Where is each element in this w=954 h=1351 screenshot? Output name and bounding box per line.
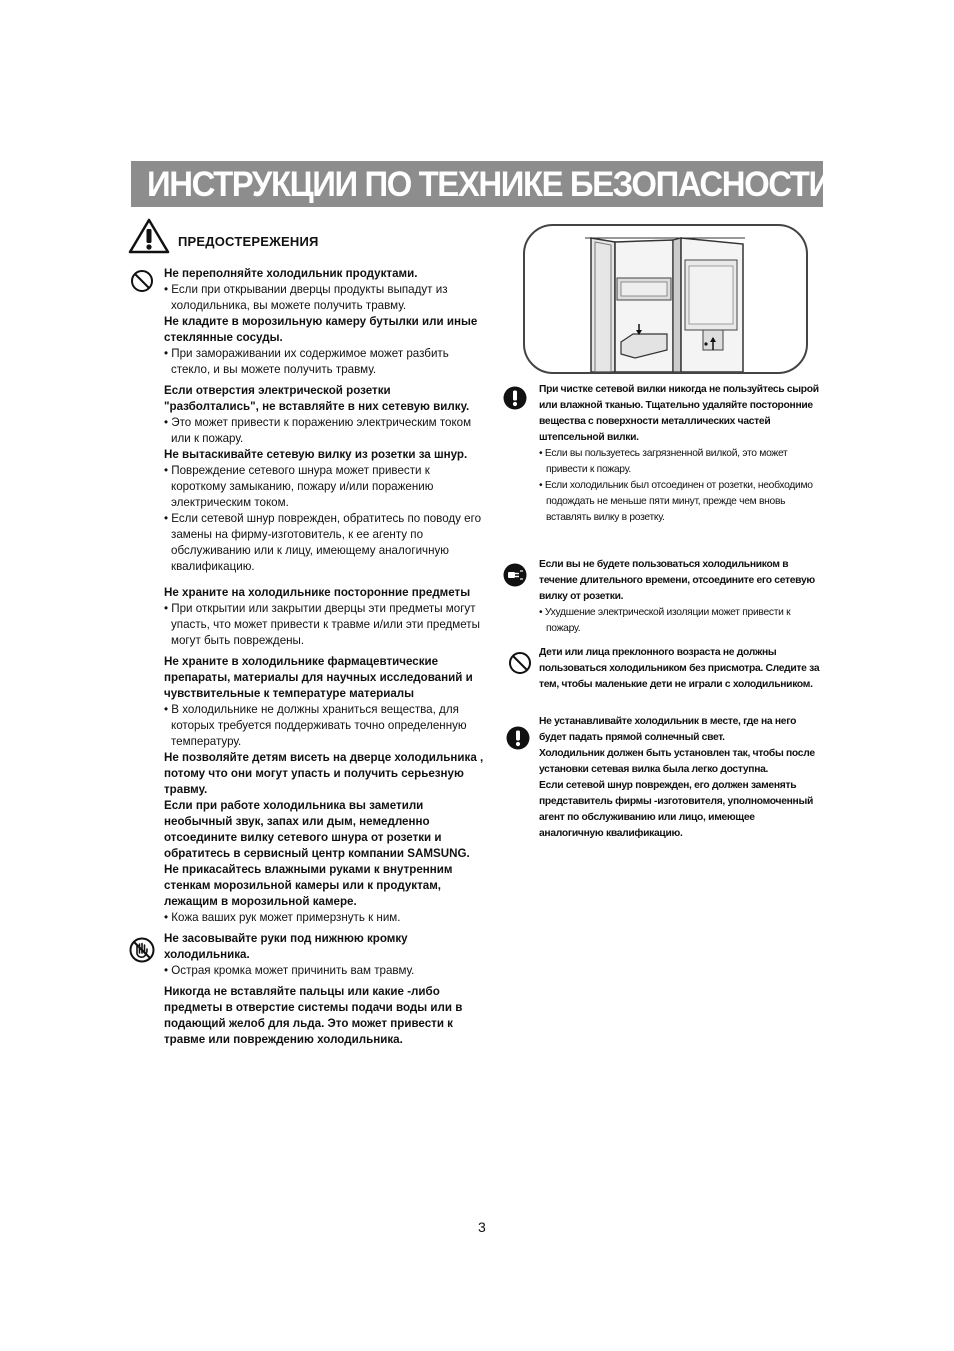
caution-note: • Повреждение сетевого шнура может привести к короткому замыканию, пожару и/или поражению электрическим током. — [164, 464, 434, 509]
left-column — [164, 266, 486, 1048]
right-block-installation — [539, 714, 821, 842]
caution-note: • Ухудшение электрической изоляции может привести к пожару. — [539, 607, 791, 634]
caution-note: • Если сетевой шнур поврежден, обратитесь по поводу его замены на фирму-изготовитель, к ее агенту по обслуживанию или к лицу, имеющему аналогичную квалификацию. — [164, 512, 482, 573]
caution-heading: Не храните в холодильнике фармацевтические препараты, материалы для научных исследований и чувствительные к температуре материалы — [164, 655, 473, 700]
caution-heading: Не вытаскивайте сетевую вилку из розетки за шнур. — [164, 448, 468, 461]
caution-note: • Кожа ваших рук может примерзнуть к ним. — [164, 911, 401, 924]
right-block-unplug — [539, 557, 821, 637]
caution-heading: Не прикасайтесь влажными руками к внутренним стенкам морозильной камеры или к продуктам, лежащим в морозильной камере. — [164, 863, 453, 908]
caution-heading: Если при работе холодильника вы заметили необычный звук, запах или дым, немедленно отсоедините вилку сетевого шнура от розетки и обратитесь в сервисный центр компании SAMSUNG. — [164, 799, 470, 860]
caution-note: • Острая кромка может причинить вам травму. — [164, 964, 415, 977]
caution-note: • При замораживании их содержимое может разбить стекло, и вы можете получить травму. — [164, 347, 449, 376]
right-block-supervision — [539, 645, 821, 693]
right-block-plug-cleaning — [539, 382, 821, 526]
caution-note: • Если холодильник был отсоединен от розетки, необходимо подождать не меньше пяти минут, прежде чем вновь вставлять вилку в розетку. — [539, 480, 813, 523]
title-bar — [131, 161, 831, 207]
caution-heading: Не храните на холодильнике посторонние предметы — [164, 586, 471, 599]
caution-heading: Не позволяйте детям висеть на дверце холодильника , потому что они могут упасть и получить серьезную травму. — [164, 751, 484, 796]
caution-note: • Если вы пользуетесь загрязненной вилкой, это может привести к пожару. — [539, 448, 788, 475]
caution-heading: Холодильник должен быть установлен так, чтобы после установки сетевая вилка была легко доступна. — [539, 748, 815, 775]
mandatory-icon — [503, 386, 527, 410]
page-title: ИНСТРУКЦИИ ПО ТЕХНИКЕ БЕЗОПАСНОСТИ — [147, 165, 831, 204]
refrigerator-illustration — [523, 224, 808, 374]
caution-heading: При чистке сетевой вилки никогда не пользуйтесь сырой или влажной тканью. Тщательно удаляйте посторонние вещества с поверхности металлических частей штепсельной вилки. — [539, 384, 819, 443]
caution-note: • Это может привести к поражению электрическим током или к пожару. — [164, 416, 472, 445]
page-number: 3 — [478, 1219, 486, 1235]
caution-heading: Не переполняйте холодильник продуктами. — [164, 267, 418, 280]
unplug-icon — [503, 563, 527, 587]
caution-heading: Если сетевой шнур поврежден, его должен заменять представитель фирмы -изготовителя, уполномоченный агент по обслуживанию или лицо, имеющее аналогичную квалификацию. — [539, 780, 813, 839]
caution-heading: Не засовывайте руки под нижнюю кромку холодильника. — [164, 932, 408, 961]
prohibited-icon — [508, 651, 532, 675]
caution-heading: Не кладите в морозильную камеру бутылки или иные стеклянные сосуды. — [164, 315, 478, 344]
caution-label: ПРЕДОСТЕРЕЖЕНИЯ — [178, 234, 319, 249]
caution-heading: Если вы не будете пользоваться холодильником в течение длительного времени, отсоедините его сетевую вилку от розетки. — [539, 559, 815, 602]
caution-note: • В холодильнике не должны храниться вещества, для которых требуется поддерживать точно определенную температуру. — [164, 703, 467, 748]
caution-heading: Дети или лица преклонного возраста не должны пользоваться холодильником без присмотра. Следите за тем, чтобы маленькие дети не играли с холодильником. — [539, 647, 820, 690]
caution-note: • Если при открывании дверцы продукты выпадут из холодильника, вы можете получить травму. — [164, 283, 448, 312]
caution-heading: Никогда не вставляйте пальцы или какие -либо предметы в отверстие системы подачи воды или в подающий желоб для льда. Это может привести к травме или повреждению холодильника. — [164, 985, 463, 1046]
refrigerator-drawing — [525, 226, 806, 372]
caution-heading: Если отверстия электрической розетки "разболтались", не вставляйте в них сетевую вилку. — [164, 384, 470, 413]
caution-heading: Не устанавливайте холодильник в месте, где на него будет падать прямой солнечный свет. — [539, 716, 797, 743]
warning-triangle-icon — [128, 218, 170, 254]
prohibited-icon — [130, 269, 154, 293]
mandatory-icon — [506, 726, 530, 750]
no-hand-icon — [129, 937, 155, 963]
caution-note: • При открытии или закрытии дверцы эти предметы могут упасть, что может привести к травме и/или эти предметы могут быть повреждены. — [164, 602, 480, 647]
